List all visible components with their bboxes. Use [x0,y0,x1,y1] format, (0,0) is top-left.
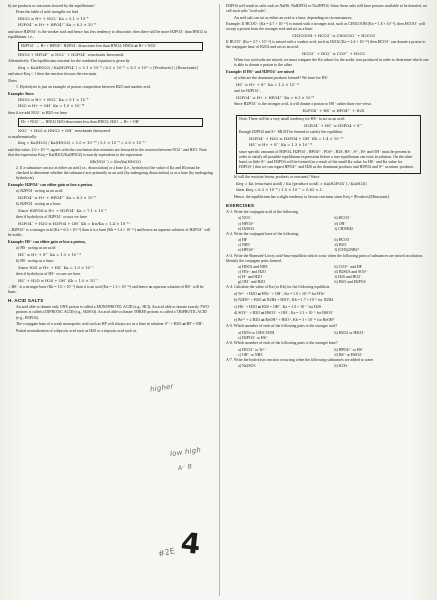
equation: NO2⁻ + H2O ⇌ HNO2 + OH⁻ reactants favoured [18,128,110,133]
comparison-box: H2PO4⁻ → H+ + HPO4²⁻ H2PO4⁻ dissociates less than HNO2; HNO2 ⇌ H+ + NO2⁻ [18,42,203,51]
text: An acid salt can act as either an acid or a base, depending on circumstances. [234,15,353,20]
exercise-a4-items [226,292,431,323]
text: Hence, the equilibrium has a slight tendency to favour reactants since Keq = [Products]/[Reactants]. [234,194,390,199]
list-item: d) SO3²⁻ + H2O ⇌ HSO3⁻ + OH⁻, Ka = 1.3 × 10⁻² for HSO3⁻ [234,311,334,316]
equation: HS⁻ ⇌ H+ + S²⁻ Ka = 1.3 × 10⁻¹³ [249,143,313,148]
equation: HNO2 ⇌ H+ + NO2⁻ Ka = 5.1 × 10⁻⁴ [18,97,89,102]
text: since specific amounts of H3PO4, H2PO4⁻, HPO4²⁻, PO4³⁻, H2S, HS⁻, S²⁻, H+ and OH⁻ must be present in order to satisfy all possible equilibrium expressions before a true equilibrium can exist in solution. On the other hand, so little S²⁻ and H3PO4 will be formed (as a result of the small Ka value for HS⁻ and Ka value for H3PO4⁻) that we can regard HPO4²⁻ and H2S as the dominant products and H3PO4 and S²⁻ as minor products. [239,149,415,170]
list-item: a) H2Te or CH3COOH [238,330,275,335]
note-box [236,115,421,174]
equation: HNO2 ⇌ H+ + NO2⁻ Ka = 5.1 × 10⁻⁴ [18,16,89,21]
section-heading: H. ACID SALTS [8,298,44,304]
list-item: f) H2S and HO2⁻ [334,275,363,280]
exercise-a3-items [226,265,431,285]
text: Since H2PO4⁻ is the stronger acid, it will donate a proton to HS⁻ rather than vice versa: [234,102,372,107]
equation: HS⁻ ⇌ H+ + S²⁻ Ka = 1.3 × 10⁻¹³ [236,82,300,87]
equation: H2PO4⁻ ⇌ H+ + HPO4²⁻ Ka = 6.3 × 10⁻⁸ [18,23,96,28]
exercise-a6-items [226,348,431,358]
handwritten-scribble: #2E [157,546,176,559]
list-item: b) K2Te [334,364,348,369]
list-item: d) OH⁻ [334,221,347,226]
list-item: a) Na2SO3 [238,364,256,369]
column-divider [219,4,220,596]
list-item: b) HCO3⁻ [334,238,351,243]
text: Enough H2PO4 and S²⁻ MUST be formed to satisfy the equilibria. [239,130,343,135]
list-item: c) H2PO4⁻ or HS⁻ [238,335,268,340]
text: ∴ H2PO4⁻ is a stronger acid (Ka = 6.3 × 10⁻⁸) than it is a base (Kb = 1.4 × 10⁻¹²) and hence an aqueous solution of H2PO4⁻ will be acidic. [8,228,211,238]
list-item: c) NH3 [238,243,250,248]
handwritten-note: higher [149,382,175,394]
equation: H2PO4⁻ + HS⁻ ⇌ H3PO4 + S²⁻ [304,123,363,128]
list-item: d) H2O [334,243,347,248]
list-item: b) N2H5⁺ + H2O ⇌ N2H4 + H3O⁺, Kb = 1.7 × 10⁻⁶ for N2H4 [234,298,334,303]
example-label: Example: HS⁻ can either gain or lose a proton, [8,239,86,244]
list-item: f) (CH3)2NH2⁺ [334,248,360,253]
text: The conjugate base of a weak monoprotic acid such as HF will always act as a base in solution: F⁻ + H2O ⇌ HF + OH⁻. [16,322,205,327]
handwritten-note: A⁻ B [177,463,193,472]
equation: H2PO4⁻ ⇌ H+ + HPO4²⁻ Ka = 6.3 × 10⁻⁸ [18,195,96,200]
text: From the table of acid strengths we find [16,10,79,15]
equation: HS⁻ ⇌ H+ + S²⁻ Ka = 1.3 × 10⁻¹³ [18,252,82,257]
exercise-a7-items [226,364,431,369]
list-item: a) HNO3 and NH3 [238,265,268,270]
list-item: c) OH⁻ or NH3 [238,352,263,357]
list-item: c) HTe⁻ and H2O [238,270,266,275]
equation: CH3COOH + HCO3⁻ ⇌ CH3COO⁻ + H2CO3 [291,33,376,38]
exercise-a1-items [226,216,431,231]
text: then if hydrolysis of HS⁻ occurs we have [16,272,81,277]
list-item: b) HCO3⁻ [334,216,351,221]
text: and since Keq < 1 then the reaction favours the reactants. [8,72,98,77]
subheading: b) will the reaction favour products or reactants? Since [234,175,320,180]
exercise-a7: A-7. Write the hydrolysis reaction occurring when the following substances are added to water [226,357,374,362]
right-column [226,4,431,596]
list-item: e) H2SO4 [238,226,254,231]
text: or mathematically: [8,135,38,139]
subheading: a) H2PO4⁻ acting as an acid: [16,189,64,194]
equation: Kb(NO2⁻) = Kw/Ka(HNO2) [90,159,141,164]
subheading: b) HS⁻ acting as a base: [16,259,55,264]
text: When two acid salts are mixed, we must compare the Ka values for the acidic ions produced in order to determine which one is able to donate a proton to the other. [234,58,429,68]
handwritten-note: low high [169,445,202,459]
text: and for H2PO4⁻, [234,89,261,94]
list-item: c) HS⁻ + H2O ⇌ H2S + OH⁻, Ka = 1.0 × 10⁻⁷ for H2S [234,304,321,309]
example-label: Example: If HS⁻ and H2PO4⁻ are mixed [226,69,295,74]
list-item: b) H2O2 or HSO3⁻ [334,330,366,335]
exercise-a3: A-3. Write the Brønsted-Lowry acid-base equilibria which occur when the following pairs of substances are mixed in solution. Identify the conjugate pairs formed. [226,253,424,263]
exercise-a2: A-2. Write the conjugate base of the following [226,231,299,236]
example-label: Example: Since [8,91,34,96]
text: ∴ HS⁻ is a stronger base (Kb = 1.0 × 10⁻⁷) than it is an acid (Ka = 1.3 × 10⁻¹³) and hence an aqueous solution of HS⁻ will be basic. [8,285,204,295]
example-label: Example: H2PO4⁻ can either gain or lose a proton. [8,182,93,187]
text: Alternatively: The equilibrium constant for the combined equation is given by [8,59,130,64]
list-item: e) HPO4²⁻ [238,248,255,253]
comparison-box: H+ + NO2⁻ ← HNO2 H2O dissociates less than HNO2; H2O → H+ + OH⁻ [18,118,203,127]
left-column [8,4,213,596]
exercise-a5-items [226,331,431,341]
text: H3PO4 will result in salts such as NaHS, NaH2PO4 or Na2HPO4. Since these salts still have protons available to be donated, we call such salts "acid salts". [226,4,428,14]
list-item: f) CH3NH2 [334,226,353,231]
keq-expression: then Keq = 6.3 × 10⁻⁸ / 1.0 × 10⁻⁷ = 0.63 < 1. [236,188,324,193]
text: Example: If HCOO⁻ (Ka = 4.7 × 10⁻¹¹) is mixed with a stronger acid, such as CH3COOH (Ka = 1.8 × 10⁻⁵), then HCOO⁻ will accept a proton from the stronger acid and act as a base: [226,22,425,32]
text: and this value, 2.0 × 10⁻¹¹, agrees with the conclusion that reactants are favoured in the reaction between NO2⁻ and H2O. Note that the expression Keq = Ka(H2O)/Ka(HNO2) is exactly equivalent to the expression [8,147,207,158]
text: then if hydrolysis of H2PO4⁻ occurs we have [16,215,88,220]
subheading: b) H2PO4⁻ acting as a base: [16,202,62,207]
list-item: a) Te²⁻ + H2O ⇌ HTe⁻ + OH⁻, Ka = 1.0 × 10⁻¹⁰ for HTe⁻ [234,291,326,296]
note-text: Note: There will be a very small tendency for HS⁻ to act as an acid: [239,117,345,122]
exercise-a5: A-5. Which member of each of the following pairs is the stronger acid? [226,324,338,329]
notes-label: Notes [8,78,17,83]
question-b: b) are products or reactants favored by the equilibrium? [8,4,95,8]
list-item: g) OH⁻ and H2O [238,280,266,285]
list-item: d) HS⁻ or HSO4⁻ [334,352,363,357]
keq-expression: Keq = Ka (reactant acid) / Ka (product acid) = Ka(H2PO4⁻) / Ka(H2S) [236,181,367,186]
text: Partial neutralization of a diprotic acid such as H2S or a triprotic acid such as [16,328,137,333]
handwritten-page-number: 4 [179,526,203,561]
keq-expression: Keq = Ka(HNO2) / Ka(H2PO4⁻) = 5.1 × 10⁻⁴ / 6.3 × 10⁻⁸ = 8.1 × 10³ = [Products] / [Reactants] [18,65,198,70]
equation: H2PO4⁻ + H2O ⇌ H3PO4 + OH⁻ Kb = Kw/Ka = 1.4 × 10⁻¹² [18,221,130,226]
equation: Since H3PO4 ⇌ H+ + H2PO4⁻ Ka = 7.1 × 10⁻³ [18,208,107,213]
text: and since H2PO4⁻ is the weaker acid and hence has less tendency to dissociate, then there will be more H2PO4⁻ than HNO2 at equilibrium, i.e., [8,29,207,40]
list-item: a) NO3⁻ [238,216,252,221]
list-item: e) H⁻ and H2O [238,275,262,280]
list-item: b) HPO4²⁻ or HS⁻ [334,347,364,352]
text: An acid able to donate only ONE proton is called a MONOPROTIC ACID (e.g., HCl). An acid able to donate exactly TWO protons is called a DIPROTIC ACID (e.g., H2SO4). An acid able to donate THREE protons is called a TRIPROTIC ACID (e.g., H3PO4). [16,305,209,320]
subheading: a) HS⁻ acting as an acid: [16,246,56,251]
text: then if we add NO2⁻ to H2O we have [8,110,68,115]
equation: Since H2S ⇌ H+ + HS⁻ Ka = 1.0 × 10⁻⁷ [18,265,94,270]
text: If HCO3⁻ (Ka = 4.7 × 10⁻¹¹) is mixed with a weaker acid, such as H2O2 (Ka = 2.4 × 10⁻¹²) then HCO3⁻ can donate a proton to the conjugate base of H2O2 and act as an acid: [226,40,426,50]
list-item: h) H2O and H2PO4 [334,280,366,285]
equation: HS⁻ + H2O ⇌ H2S + OH⁻ Kb = 1.0 × 10⁻⁷ [18,278,98,283]
list-item: e) Be²⁺ + 2 H2O ⇌ BeOH⁺ + H3O⁺, Kb = 3 × 10⁻¹¹ for BeOH⁺ [234,317,335,322]
equation: HCO3⁻ + HO2⁻ ⇌ CO3²⁻ + H2O2 [302,51,365,56]
keq-expression: Keq = Ka(H2O) / Ka(HNO2) = 1.0 × 10⁻¹⁴ / 5.1 × 10⁻⁴ = 2.0 × 10⁻¹¹ [18,141,146,146]
list-item: a) HF [238,238,247,243]
equation: HNO2 + HPO4²⁻ ⇌ NO2⁻ + H2PO4⁻ reactants favoured. [18,52,125,57]
equation: H2PO4⁻ + HS⁻ ⇌ HPO4²⁻ + H2S [302,108,365,113]
equation: H2PO4⁻ ⇌ H+ + HPO4²⁻ Ka = 6.3 × 10⁻⁸ [236,95,314,100]
exercise-a2-items [226,238,431,253]
note-1: 1. Hydrolysis is just an example of proton competition between H2O and another acid. [16,85,151,90]
list-item: b) CO3²⁻ and HF [334,265,362,270]
exercise-a6: A-6. Which member of each of the following pairs is the stronger base? [226,341,338,346]
list-item: a) HCO3⁻ or Te²⁻ [238,347,267,352]
list-item: d) H2SO3 and SO3²⁻ [334,270,369,275]
list-item: c) HPO4²⁻ [238,221,255,226]
note-2: 2. If a substance can act as either an acid (i.e., dissociation) or a base (i.e., hydrolysis) the value of Ka and Kb must be checked to determine whether the substance acts primarily as an acid (by undergoing dissociation) or as a base (by undergoing hydrolysis). [16,166,213,181]
subheading: a) what are the dominant products formed? We have for HS⁻ [234,76,329,81]
exercises-heading: EXERCISES [226,202,255,208]
equation: H2O ⇌ H+ + OH⁻ Ka = 1.0 × 10⁻¹⁴ [18,104,85,109]
exercise-a4: A-4. Calculate the value of Ka (or Kb) for the following equilibria. [226,285,331,290]
equation: H2PO4⁻ + H2O ⇌ H3PO4 + OH⁻ Kb = 1.4 × 10⁻¹² [249,136,344,141]
exercise-a1: A-1. Write the conjugate acid of the following [226,209,298,214]
